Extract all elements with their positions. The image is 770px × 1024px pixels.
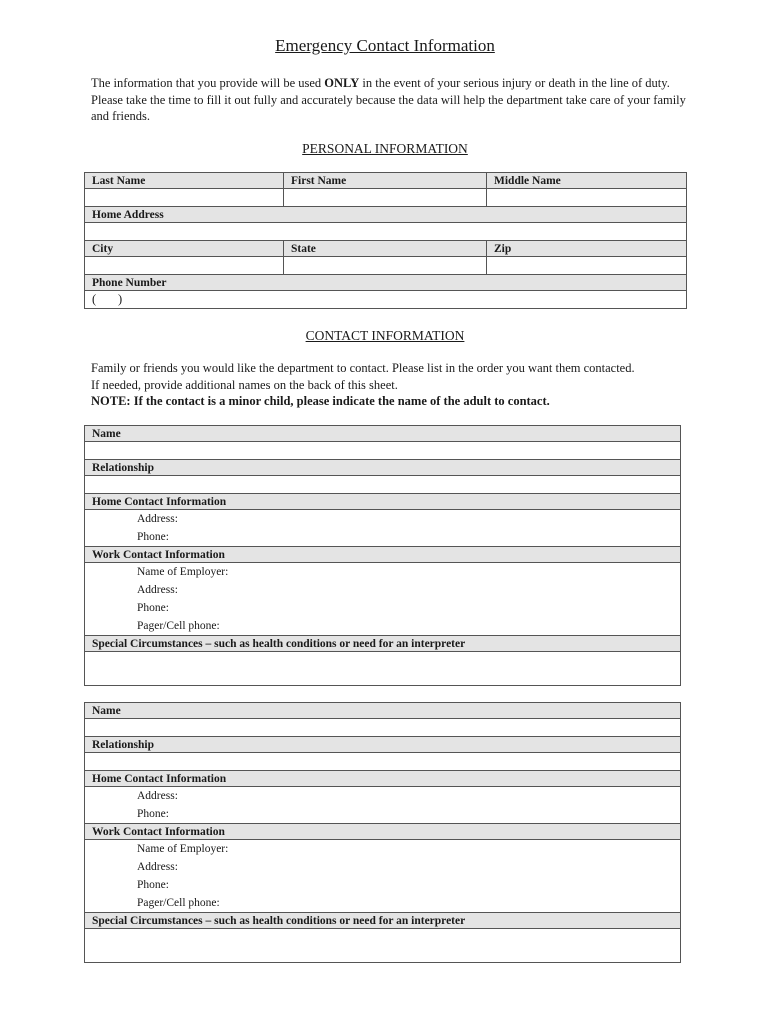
intro-text-start: The information that you provide will be used — [91, 76, 325, 90]
work-address-sublabel: Address: — [137, 861, 178, 873]
work-contact-label: Work Contact Information — [85, 547, 681, 563]
city-field[interactable] — [85, 257, 284, 275]
work-contact-fields[interactable] — [85, 563, 681, 636]
work-phone-sublabel: Phone: — [137, 879, 169, 891]
intro-text-end: in the event of your serious injury or death in the line of duty. Please take the time to fill it out fully and accurately because the data will help the department take care of your family and friends. — [91, 76, 686, 123]
contact-name-label: Name — [85, 703, 681, 719]
special-circumstances-label: Special Circumstances – such as health conditions or need for an interpreter — [85, 636, 681, 652]
last-name-field[interactable] — [85, 189, 284, 207]
contact-name-field[interactable] — [85, 719, 681, 737]
state-field[interactable] — [284, 257, 487, 275]
work-contact-label: Work Contact Information — [85, 824, 681, 840]
work-contact-fields[interactable] — [85, 840, 681, 913]
contact-intro — [91, 360, 711, 410]
employer-sublabel: Name of Employer: — [137, 566, 229, 578]
home-phone-sublabel: Phone: — [137, 808, 169, 820]
relationship-label: Relationship — [85, 460, 681, 476]
first-name-field[interactable] — [284, 189, 487, 207]
zip-label: Zip — [487, 241, 687, 257]
pager-sublabel: Pager/Cell phone: — [137, 897, 220, 909]
home-contact-label: Home Contact Information — [85, 771, 681, 787]
phone-number-field[interactable]: ( ) — [85, 291, 687, 309]
relationship-field[interactable] — [85, 476, 681, 494]
home-contact-fields[interactable] — [85, 787, 681, 824]
employer-sublabel: Name of Employer: — [137, 843, 229, 855]
intro-emphasis: ONLY — [324, 76, 360, 90]
special-circumstances-label: Special Circumstances – such as health conditions or need for an interpreter — [85, 913, 681, 929]
home-contact-label: Home Contact Information — [85, 494, 681, 510]
contact-intro-line2: If needed, provide additional names on the back of this sheet. — [91, 377, 398, 392]
home-contact-fields[interactable] — [85, 510, 681, 547]
personal-info-table — [84, 172, 687, 309]
contact-name-label: Name — [85, 426, 681, 442]
relationship-label: Relationship — [85, 737, 681, 753]
page-title: Emergency Contact Information — [275, 36, 495, 55]
pager-sublabel: Pager/Cell phone: — [137, 620, 220, 632]
contact-note: NOTE: If the contact is a minor child, please indicate the name of the adult to contact. — [91, 394, 550, 408]
home-phone-sublabel: Phone: — [137, 531, 169, 543]
special-circumstances-field[interactable] — [85, 652, 681, 686]
first-name-label: First Name — [284, 173, 487, 189]
last-name-label: Last Name — [85, 173, 284, 189]
middle-name-label: Middle Name — [487, 173, 687, 189]
intro-paragraph — [91, 75, 691, 125]
work-phone-sublabel: Phone: — [137, 602, 169, 614]
middle-name-field[interactable] — [487, 189, 687, 207]
state-label: State — [284, 241, 487, 257]
city-label: City — [85, 241, 284, 257]
special-circumstances-field[interactable] — [85, 929, 681, 963]
home-address-label: Home Address — [85, 207, 687, 223]
home-address-sublabel: Address: — [137, 513, 178, 525]
contact-block-2 — [84, 702, 681, 963]
contact-intro-line1: Family or friends you would like the department to contact. Please list in the order you want them contacted. — [91, 361, 635, 375]
contact-block-1 — [84, 425, 681, 686]
home-address-field[interactable] — [85, 223, 687, 241]
contact-name-field[interactable] — [85, 442, 681, 460]
work-address-sublabel: Address: — [137, 584, 178, 596]
zip-field[interactable] — [487, 257, 687, 275]
contact-info-heading: CONTACT INFORMATION — [305, 328, 465, 343]
personal-info-heading: PERSONAL INFORMATION — [302, 141, 468, 156]
relationship-field[interactable] — [85, 753, 681, 771]
phone-number-label: Phone Number — [85, 275, 687, 291]
home-address-sublabel: Address: — [137, 790, 178, 802]
